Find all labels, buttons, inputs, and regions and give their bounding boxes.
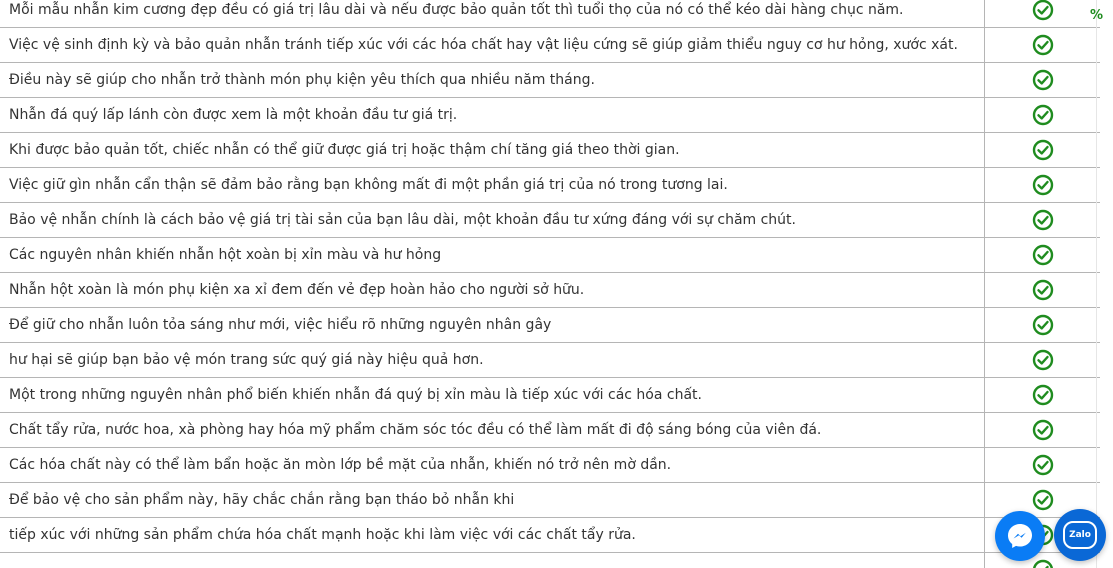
- row-text: Để bảo vệ cho sản phẩm này, hãy chắc chắn rằng bạn tháo bỏ nhẫn khi: [0, 483, 985, 518]
- row-check-cell: [985, 448, 1101, 483]
- table-row: [0, 343, 1100, 378]
- table-row: [0, 308, 1100, 343]
- check-circle-icon: [1032, 104, 1054, 126]
- table-row: [0, 273, 1100, 308]
- check-circle-icon: [1032, 34, 1054, 56]
- table-row: [0, 413, 1100, 448]
- messenger-icon: [1005, 521, 1035, 551]
- row-check-cell: [985, 343, 1101, 378]
- table-row: [0, 133, 1100, 168]
- check-circle-icon: [1032, 69, 1054, 91]
- row-text: Một trong những nguyên nhân phổ biến khiến nhẫn đá quý bị xỉn màu là tiếp xúc với các hóa chất.: [0, 378, 985, 413]
- row-text: Chất tẩy rửa, nước hoa, xà phòng hay hóa mỹ phẩm chăm sóc tóc đều có thể làm mất đi độ sáng bóng của viên đá.: [0, 413, 985, 448]
- row-text: hư hại sẽ giúp bạn bảo vệ món trang sức quý giá này hiệu quả hơn.: [0, 343, 985, 378]
- row-text: Mỗi mẫu nhẫn kim cương đẹp đều có giá trị lâu dài và nếu được bảo quản tốt thì tuổi thọ của nó có thể kéo dài hàng chục năm.: [0, 0, 985, 28]
- row-check-cell: [985, 63, 1101, 98]
- check-circle-icon: [1032, 559, 1054, 568]
- row-check-cell: [985, 98, 1101, 133]
- row-text: Việc vệ sinh định kỳ và bảo quản nhẫn tránh tiếp xúc với các hóa chất hay vật liệu cứng sẽ giúp giảm thiểu nguy cơ hư hỏng, xước xát.: [0, 28, 985, 63]
- check-circle-icon: [1032, 489, 1054, 511]
- table-row: [0, 203, 1100, 238]
- check-circle-icon: [1032, 174, 1054, 196]
- check-circle-icon: [1032, 419, 1054, 441]
- table-row: [0, 448, 1100, 483]
- check-circle-icon: [1032, 279, 1054, 301]
- table-row: [0, 238, 1100, 273]
- table-row: [0, 63, 1100, 98]
- row-check-cell: [985, 133, 1101, 168]
- row-text: Nhẫn đá quý lấp lánh còn được xem là một khoản đầu tư giá trị.: [0, 98, 985, 133]
- row-check-cell: [985, 273, 1101, 308]
- row-text: Để giữ cho nhẫn luôn tỏa sáng như mới, việc hiểu rõ những nguyên nhân gây: [0, 308, 985, 343]
- messenger-chat-button[interactable]: [995, 511, 1045, 561]
- zalo-chat-button[interactable]: [1054, 509, 1106, 561]
- table-row: [0, 378, 1100, 413]
- table-row: [0, 518, 1100, 553]
- zalo-label: Zalo: [1069, 530, 1091, 540]
- page-edge-divider: [1096, 0, 1097, 568]
- table-row: [0, 168, 1100, 203]
- check-circle-icon: [1032, 349, 1054, 371]
- table-row: [0, 0, 1100, 28]
- row-check-cell: [985, 0, 1104, 28]
- check-circle-icon: [1032, 454, 1054, 476]
- row-text: Khi được bảo quản tốt, chiếc nhẫn có thể giữ được giá trị hoặc thậm chí tăng giá theo thời gian.: [0, 133, 985, 168]
- row-check-cell: [985, 203, 1101, 238]
- check-circle-icon: [1032, 314, 1054, 336]
- table-row: [0, 28, 1100, 63]
- side-percent-fragment: %: [1090, 8, 1104, 23]
- row-text: tiếp xúc với những sản phẩm chứa hóa chất mạnh hoặc khi làm việc với các chất tẩy rửa.: [0, 518, 985, 553]
- row-check-cell: [985, 308, 1101, 343]
- row-check-cell: [985, 238, 1101, 273]
- row-text: [0, 553, 985, 568]
- table-row: [0, 553, 1100, 568]
- row-check-cell: [985, 168, 1101, 203]
- check-circle-icon: [1032, 384, 1054, 406]
- row-text: Điều này sẽ giúp cho nhẫn trở thành món phụ kiện yêu thích qua nhiều năm tháng.: [0, 63, 985, 98]
- row-check-cell: [985, 28, 1101, 63]
- table-row: [0, 98, 1100, 133]
- row-text: Các nguyên nhân khiến nhẫn hột xoàn bị xỉn màu và hư hỏng: [0, 238, 985, 273]
- zalo-icon: [1063, 521, 1097, 549]
- check-circle-icon: [1032, 209, 1054, 231]
- row-text: Các hóa chất này có thể làm bẩn hoặc ăn mòn lớp bề mặt của nhẫn, khiến nó trở nên mờ dần.: [0, 448, 985, 483]
- table-row: [0, 483, 1100, 518]
- row-check-cell: [985, 413, 1101, 448]
- check-circle-icon: [1032, 244, 1054, 266]
- row-text: Bảo vệ nhẫn chính là cách bảo vệ giá trị tài sản của bạn lâu dài, một khoản đầu tư xứng đáng với sự chăm chút.: [0, 203, 985, 238]
- check-circle-icon: [1032, 139, 1054, 161]
- check-circle-icon: [1032, 0, 1054, 21]
- row-text: Việc giữ gìn nhẫn cẩn thận sẽ đảm bảo rằng bạn không mất đi một phần giá trị của nó trong tương lai.: [0, 168, 985, 203]
- row-check-cell: [985, 378, 1101, 413]
- row-text: Nhẫn hột xoàn là món phụ kiện xa xỉ đem đến vẻ đẹp hoàn hảo cho người sở hữu.: [0, 273, 985, 308]
